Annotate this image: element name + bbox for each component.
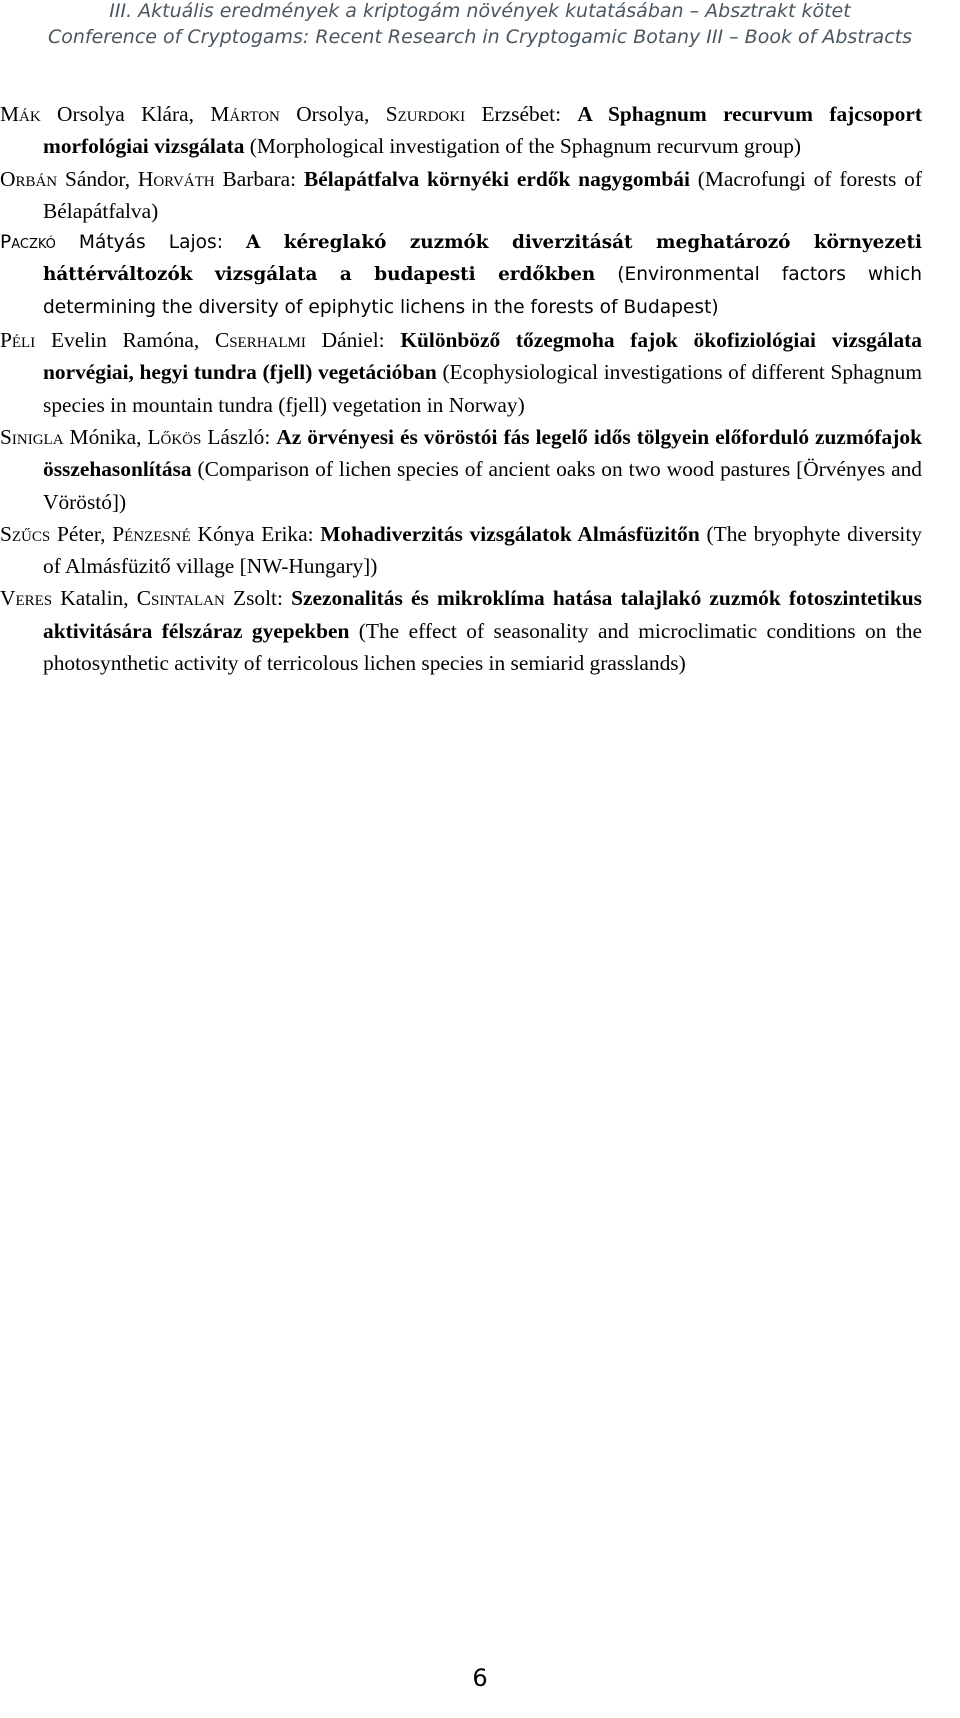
author-surname: Orbán — [0, 166, 58, 191]
author-given-name: Sándor — [64, 166, 125, 191]
author-surname: Paczkó — [0, 232, 56, 254]
abstract-entry: Mák Orsolya Klára, Márton Orsolya, Szurdoki Erzsébet: A Sphagnum recurvum fajcsoport morfológiai vizsgálata (Morphological investigation of the Sphagnum recurvum group) — [0, 102, 922, 159]
author — [0, 586, 123, 610]
abstract-title: Különböző tőzegmoha fajok ökofiziológiai vizsgálata norvégiai, hegyi tundra (fjell) vegetációban — [43, 328, 922, 385]
author — [0, 328, 194, 352]
author-surname: Szűcs — [0, 521, 51, 546]
author-surname: Csintalan — [136, 586, 225, 611]
author-given-name: Orsolya — [296, 102, 364, 126]
abstract-list — [0, 98, 960, 679]
author-given-name: Barbara — [222, 166, 291, 191]
author — [147, 425, 264, 449]
author — [0, 522, 100, 546]
page-number: 6 — [472, 1664, 488, 1692]
author — [0, 232, 217, 253]
abstract-title: Mohadiverzitás vizsgálatok Almásfüzitőn — [320, 521, 700, 546]
abstract-entry: Szűcs Péter, Pénzesné Kónya Erika: Mohadiverzitás vizsgálatok Almásfüzitőn (The bryophyte diversity of Almásfüzitő village [NW-Hungary]) — [0, 521, 922, 579]
author-surname: Lőkös — [147, 424, 202, 449]
author — [386, 102, 555, 126]
author-given-name: Katalin — [60, 586, 124, 611]
abstract-title: Szezonalitás és mikroklíma hatása talajlakó zuzmók fotoszintetikus aktivitására félszáraz gyepekben — [43, 586, 922, 643]
header-english-title: Conference of Cryptogams: Recent Research in Cryptogamic Botany III – Book of Abstracts — [47, 26, 912, 48]
author-given-name: Dániel — [321, 328, 379, 353]
author — [0, 425, 136, 449]
author-surname: Horváth — [137, 166, 215, 191]
abstract-entry: Sinigla Mónika, Lőkös László: Az örvényesi és vöröstói fás legelő idős tölgyein előforduló zuzmófajok összehasonlítása (Comparison of lichen species of ancient oaks on two wood pastures [Örvényes and Vöröstó]) — [0, 424, 922, 514]
abstract-translation: (Ecophysiological investigations of different Sphagnum species in mountain tundra (fjell) vegetation in Norway) — [43, 360, 922, 417]
author — [0, 167, 125, 191]
abstract-translation: (Comparison of lichen species of ancient oaks on two wood pastures [Örvényes and Vöröstó]) — [43, 457, 922, 514]
author-surname: Péli — [0, 328, 36, 353]
abstract-translation: (Macrofungi of forests of Bélapátfalva) — [43, 166, 922, 223]
author-given-name: Péter — [57, 521, 101, 546]
abstract-translation: (The bryophyte diversity of Almásfüzitő village [NW-Hungary]) — [43, 521, 922, 579]
author — [137, 586, 277, 610]
abstract-translation: (The effect of seasonality and microclimatic conditions on the photosynthetic activity of terricolous lichen species in semiarid grasslands) — [43, 618, 922, 676]
author-given-name: Evelin Ramóna — [50, 328, 194, 353]
abstract-entry: Paczkó Mátyás Lajos: A kéreglakó zuzmók diverzitását meghatározó környezeti háttérváltozók vizsgálata a budapesti erdőkben (Environmental factors which determining the diversity of epiphytic lichens in the forests of Budapest) — [0, 232, 922, 318]
author-given-name: Erzsébet — [481, 102, 556, 126]
abstract-entry: Orbán Sándor, Horváth Barbara: Bélapátfalva környéki erdők nagygombái (Macrofungi of forests of Bélapátfalva) — [0, 166, 922, 223]
author-surname: Sinigla — [0, 424, 64, 449]
author — [0, 102, 189, 126]
author-given-name: Kónya Erika — [197, 521, 308, 546]
author-given-name: Mátyás Lajos — [78, 232, 217, 254]
abstract-title: Bélapátfalva környéki erdők nagygombái — [303, 166, 690, 191]
running-header — [0, 0, 960, 50]
author-given-name: Zsolt — [233, 586, 277, 611]
author-given-name: Mónika — [69, 424, 137, 449]
author-surname: Veres — [0, 586, 53, 611]
author-surname: Pénzesné — [112, 521, 191, 546]
author-given-name: László — [207, 424, 265, 449]
abstract-title: A kéreglakó zuzmók diverzitását meghatározó környezeti háttérváltozók vizsgálata a budapesti erdőkben — [43, 232, 922, 286]
abstract-entry: Veres Katalin, Csintalan Zsolt: Szezonalitás és mikroklíma hatása talajlakó zuzmók fotoszintetikus aktivitására félszáraz gyepekben (The effect of seasonality and microclimatic conditions on the photosynthetic activity of terricolous lichen species in semiarid grasslands) — [0, 586, 922, 676]
author — [210, 102, 364, 126]
author-surname: Mák — [0, 102, 41, 126]
abstract-title: Az örvényesi és vöröstói fás legelő idős tölgyein előforduló zuzmófajok összehasonlítása — [43, 424, 922, 482]
author-surname: Szurdoki — [385, 102, 466, 126]
author-given-name: Orsolya Klára — [57, 102, 189, 126]
header-hungarian-title: III. Aktuális eredmények a kriptogám növények kutatásában – Absztrakt kötet — [109, 0, 851, 22]
abstract-title: A Sphagnum recurvum fajcsoport morfológiai vizsgálata — [43, 102, 922, 159]
abstract-entry: Péli Evelin Ramóna, Cserhalmi Dániel: Különböző tőzegmoha fajok ökofiziológiai vizsgálata norvégiai, hegyi tundra (fjell) vegetációban (Ecophysiological investigations of different Sphagnum species in mountain tundra (fjell) vegetation in Norway) — [0, 328, 922, 417]
author — [215, 328, 379, 352]
author-surname: Cserhalmi — [214, 328, 306, 353]
author-surname: Márton — [210, 102, 280, 126]
abstract-translation: (Environmental factors which determining the diversity of epiphytic lichens in the forests of Budapest) — [43, 264, 922, 318]
abstract-translation: (Morphological investigation of the Sphagnum recurvum group) — [249, 134, 802, 159]
author — [112, 522, 307, 546]
author — [138, 167, 290, 191]
